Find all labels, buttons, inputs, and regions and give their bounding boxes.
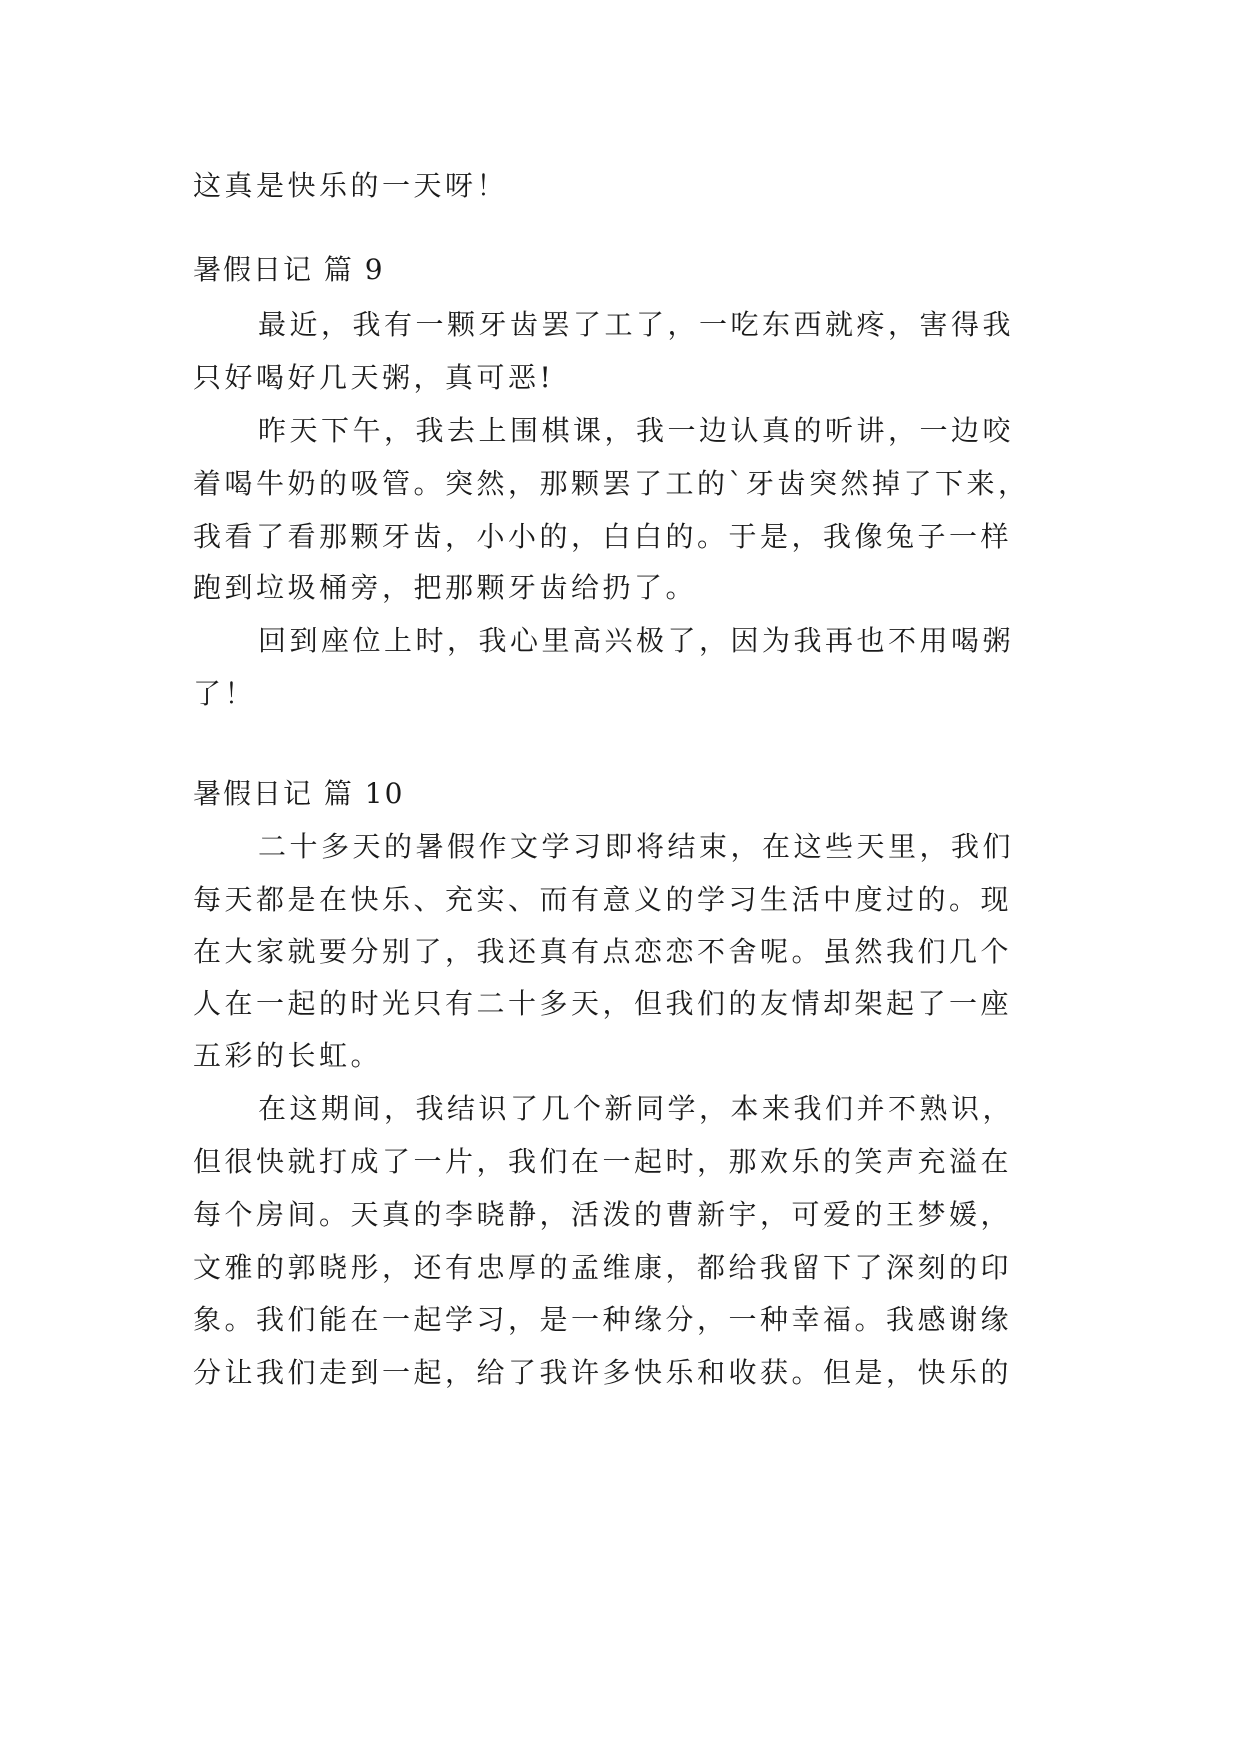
paragraph-line: 二十多天的暑假作文学习即将结束，在这些天里，我们 bbox=[258, 830, 1015, 863]
paragraph-line: 人在一起的时光只有二十多天，但我们的友情却架起了一座 bbox=[193, 987, 1013, 1020]
section-title-9: 暑假日记 篇 9 bbox=[193, 253, 385, 286]
paragraph-line: 分让我们走到一起，给了我许多快乐和收获。但是，快乐的 bbox=[193, 1356, 1013, 1389]
paragraph-line: 但很快就打成了一片，我们在一起时，那欢乐的笑声充溢在 bbox=[193, 1145, 1013, 1178]
paragraph-line: 在这期间，我结识了几个新同学，本来我们并不熟识， bbox=[258, 1092, 1015, 1125]
paragraph-line: 象。我们能在一起学习，是一种缘分，一种幸福。我感谢缘 bbox=[193, 1303, 1013, 1336]
paragraph-line: 了！ bbox=[193, 677, 257, 710]
paragraph-line: 昨天下午，我去上围棋课，我一边认真的听讲，一边咬 bbox=[258, 414, 1015, 447]
paragraph-line: 每天都是在快乐、充实、而有意义的学习生活中度过的。现 bbox=[193, 883, 1013, 916]
paragraph-line: 文雅的郭晓彤，还有忠厚的孟维康，都给我留下了深刻的印 bbox=[193, 1251, 1013, 1284]
paragraph-line: 每个房间。天真的李晓静，活泼的曹新宇，可爱的王梦媛， bbox=[193, 1198, 1013, 1231]
closing-line: 这真是快乐的一天呀！ bbox=[193, 169, 509, 202]
paragraph-line: 跑到垃圾桶旁，把那颗牙齿给扔了。 bbox=[193, 571, 698, 604]
paragraph-line: 回到座位上时，我心里高兴极了，因为我再也不用喝粥 bbox=[258, 624, 1015, 657]
paragraph-line: 着喝牛奶的吸管。突然，那颗罢了工的`牙齿突然掉了下来， bbox=[193, 467, 1030, 500]
paragraph-line: 最近，我有一颗牙齿罢了工了，一吃东西就疼，害得我 bbox=[258, 308, 1015, 341]
paragraph-line: 我看了看那颗牙齿，小小的，白白的。于是，我像兔子一样 bbox=[193, 520, 1013, 553]
paragraph-line: 在大家就要分别了，我还真有点恋恋不舍呢。虽然我们几个 bbox=[193, 935, 1013, 968]
paragraph-line: 只好喝好几天粥，真可恶! bbox=[193, 361, 555, 394]
section-title-10: 暑假日记 篇 10 bbox=[193, 777, 405, 810]
paragraph-line: 五彩的长虹。 bbox=[193, 1039, 383, 1072]
